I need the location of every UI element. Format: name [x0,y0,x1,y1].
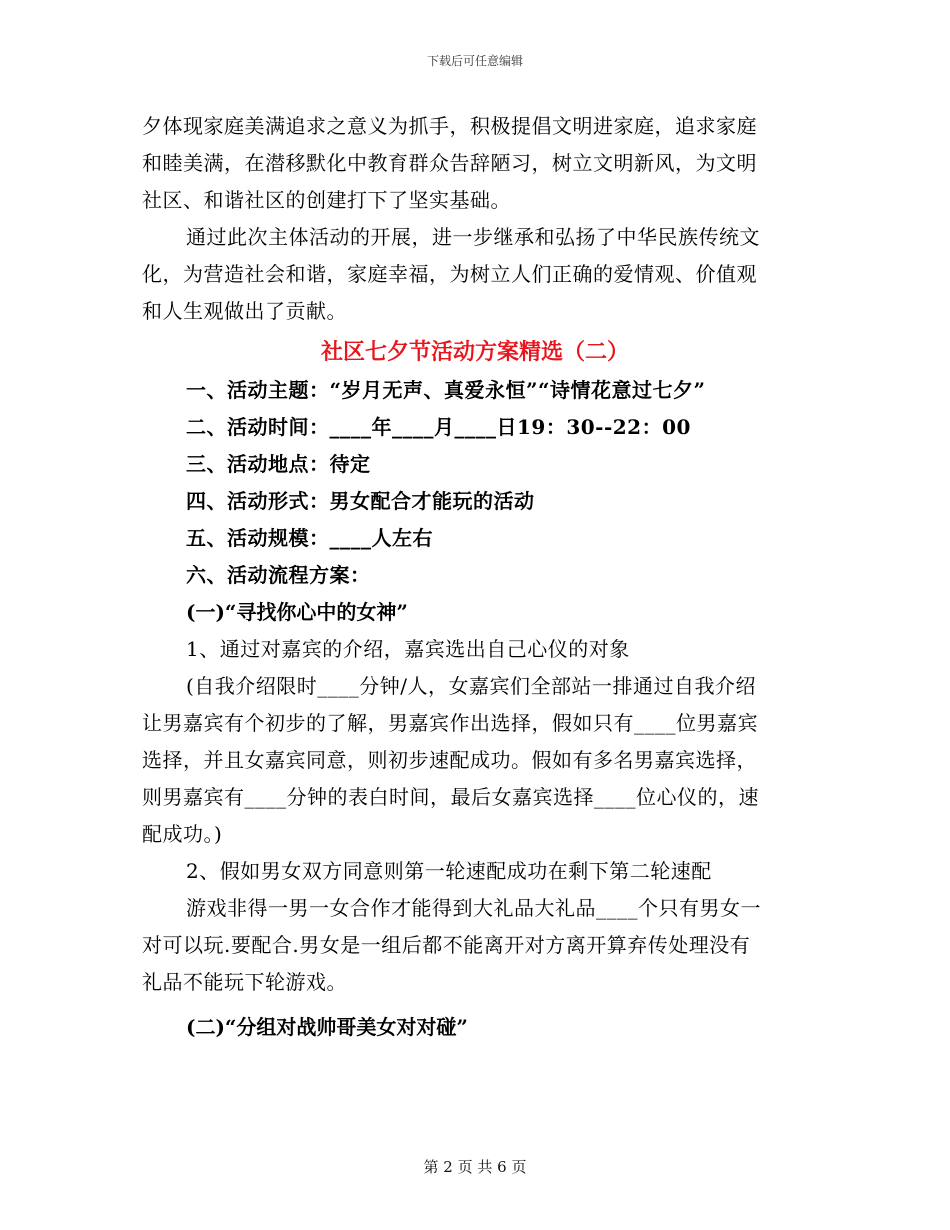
paragraph-line: 礼品不能玩下轮游戏。 [142,970,347,994]
paragraph-line: 通过此次主体活动的开展，进一步继承和弘扬了中华民族传统文 [186,225,760,249]
paragraph-line: 对可以玩.要配合.男女是一组后都不能离开对方离开算弃传处理没有 [142,933,751,957]
step-line: 2、假如男女双方同意则第一轮速配成功在剩下第二轮速配 [186,859,712,883]
step-line: 1、通过对嘉宾的介绍，嘉宾选出自己心仪的对象 [186,637,630,661]
paragraph-line: 则男嘉宾有____分钟的表白时间，最后女嘉宾选择____位心仪的，速 [142,785,759,809]
subsection-heading: (二)“分组对战帅哥美女对对碰” [186,1015,468,1039]
header-note: 下载后可任意编辑 [426,54,523,68]
paragraph-line: 和人生观做出了贡献。 [142,299,347,323]
subsection-heading: (一)“寻找你心中的女神” [186,600,408,624]
plan-item-process: 六、活动流程方案： [186,563,371,587]
paragraph-line: 化，为营造社会和谐，家庭幸福，为树立人们正确的爱情观、价值观 [142,262,757,286]
plan-item-location: 三、活动地点：待定 [186,452,371,476]
page-number: 第 2 页 共 6 页 [423,1158,527,1176]
paragraph-line: 选择，并且女嘉宾同意，则初步速配成功。假如有多名男嘉宾选择， [142,748,757,772]
plan-item-format: 四、活动形式：男女配合才能玩的活动 [186,489,535,513]
paragraph-line: 配成功。) [142,822,223,846]
paragraph-line: (自我介绍限时____分钟/人，女嘉宾们全部站一排通过自我介绍 [186,674,757,698]
section-title: 社区七夕节活动方案精选（二） [320,339,629,365]
document-body [142,108,808,1046]
paragraph-line: 游戏非得一男一女合作才能得到大礼品大礼品____个只有男女一 [186,896,761,920]
paragraph-line: 社区、和谐社区的创建打下了坚实基础。 [142,188,511,212]
paragraph-line: 夕体现家庭美满追求之意义为抓手，积极提倡文明进家庭，追求家庭 [142,114,757,138]
plan-item-theme: 一、活动主题：“岁月无声、真爱永恒”“诗情花意过七夕” [186,378,706,402]
plan-item-time: 二、活动时间：____年____月____日19：30--22：00 [186,415,691,439]
paragraph-line: 让男嘉宾有个初步的了解，男嘉宾作出选择，假如只有____位男嘉宾 [142,711,758,735]
plan-item-scale: 五、活动规模：____人左右 [186,526,433,550]
paragraph-line: 和睦美满，在潜移默化中教育群众告辞陋习，树立文明新风，为文明 [142,151,757,175]
